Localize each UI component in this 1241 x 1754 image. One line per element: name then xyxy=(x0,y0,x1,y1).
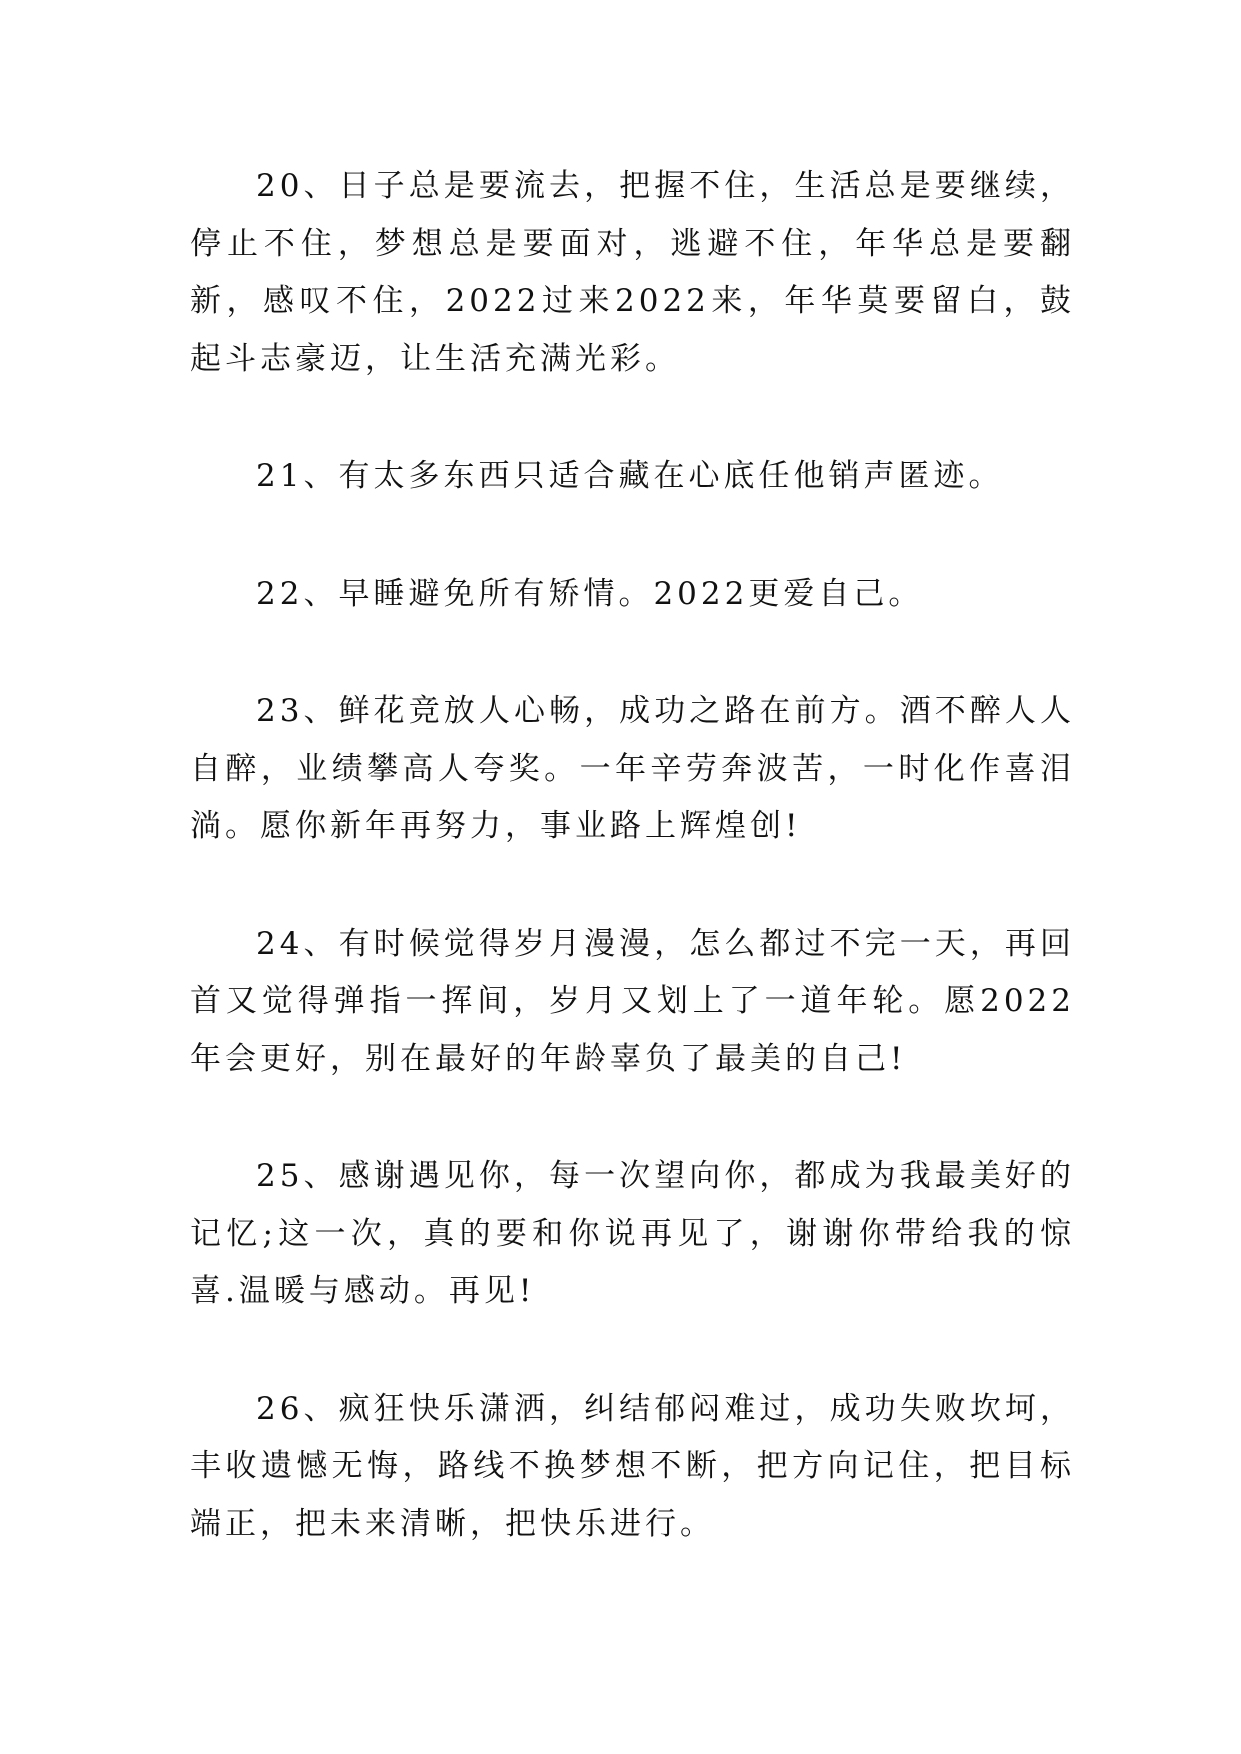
paragraph-20: 20、日子总是要流去，把握不住，生活总是要继续，停止不住，梦想总是要面对，逃避不住，年华总是要翻新，感叹不住，2022过来2022来，年华莫要留白，鼓起斗志豪迈，让生活充满光彩。 xyxy=(190,168,1075,377)
paragraph-22: 22、早睡避免所有矫情。2022更爱自己。 xyxy=(256,575,924,612)
paragraph-21: 21、有太多东西只适合藏在心底任他销声匿迹。 xyxy=(256,458,1004,494)
paragraph-26: 26、疯狂快乐潇洒，纠结郁闷难过，成功失败坎坷，丰收遗憾无悔，路线不换梦想不断，把方向记住，把目标端正，把未来清晰，把快乐进行。 xyxy=(190,1390,1075,1542)
paragraph-23: 23、鲜花竞放人心畅，成功之路在前方。酒不醉人人自醉，业绩攀高人夸奖。一年辛劳奔波苦，一时化作喜泪淌。愿你新年再努力，事业路上辉煌创! xyxy=(190,693,1075,844)
document-body xyxy=(190,158,1075,1553)
paragraph-24: 24、有时候觉得岁月漫漫，怎么都过不完一天，再回首又觉得弹指一挥间，岁月又划上了一道年轮。愿2022年会更好，别在最好的年龄辜负了最美的自己! xyxy=(190,925,1075,1077)
paragraph-25: 25、感谢遇见你，每一次望向你，都成为我最美好的记忆;这一次，真的要和你说再见了，谢谢你带给我的惊喜.温暖与感动。再见! xyxy=(190,1158,1075,1309)
